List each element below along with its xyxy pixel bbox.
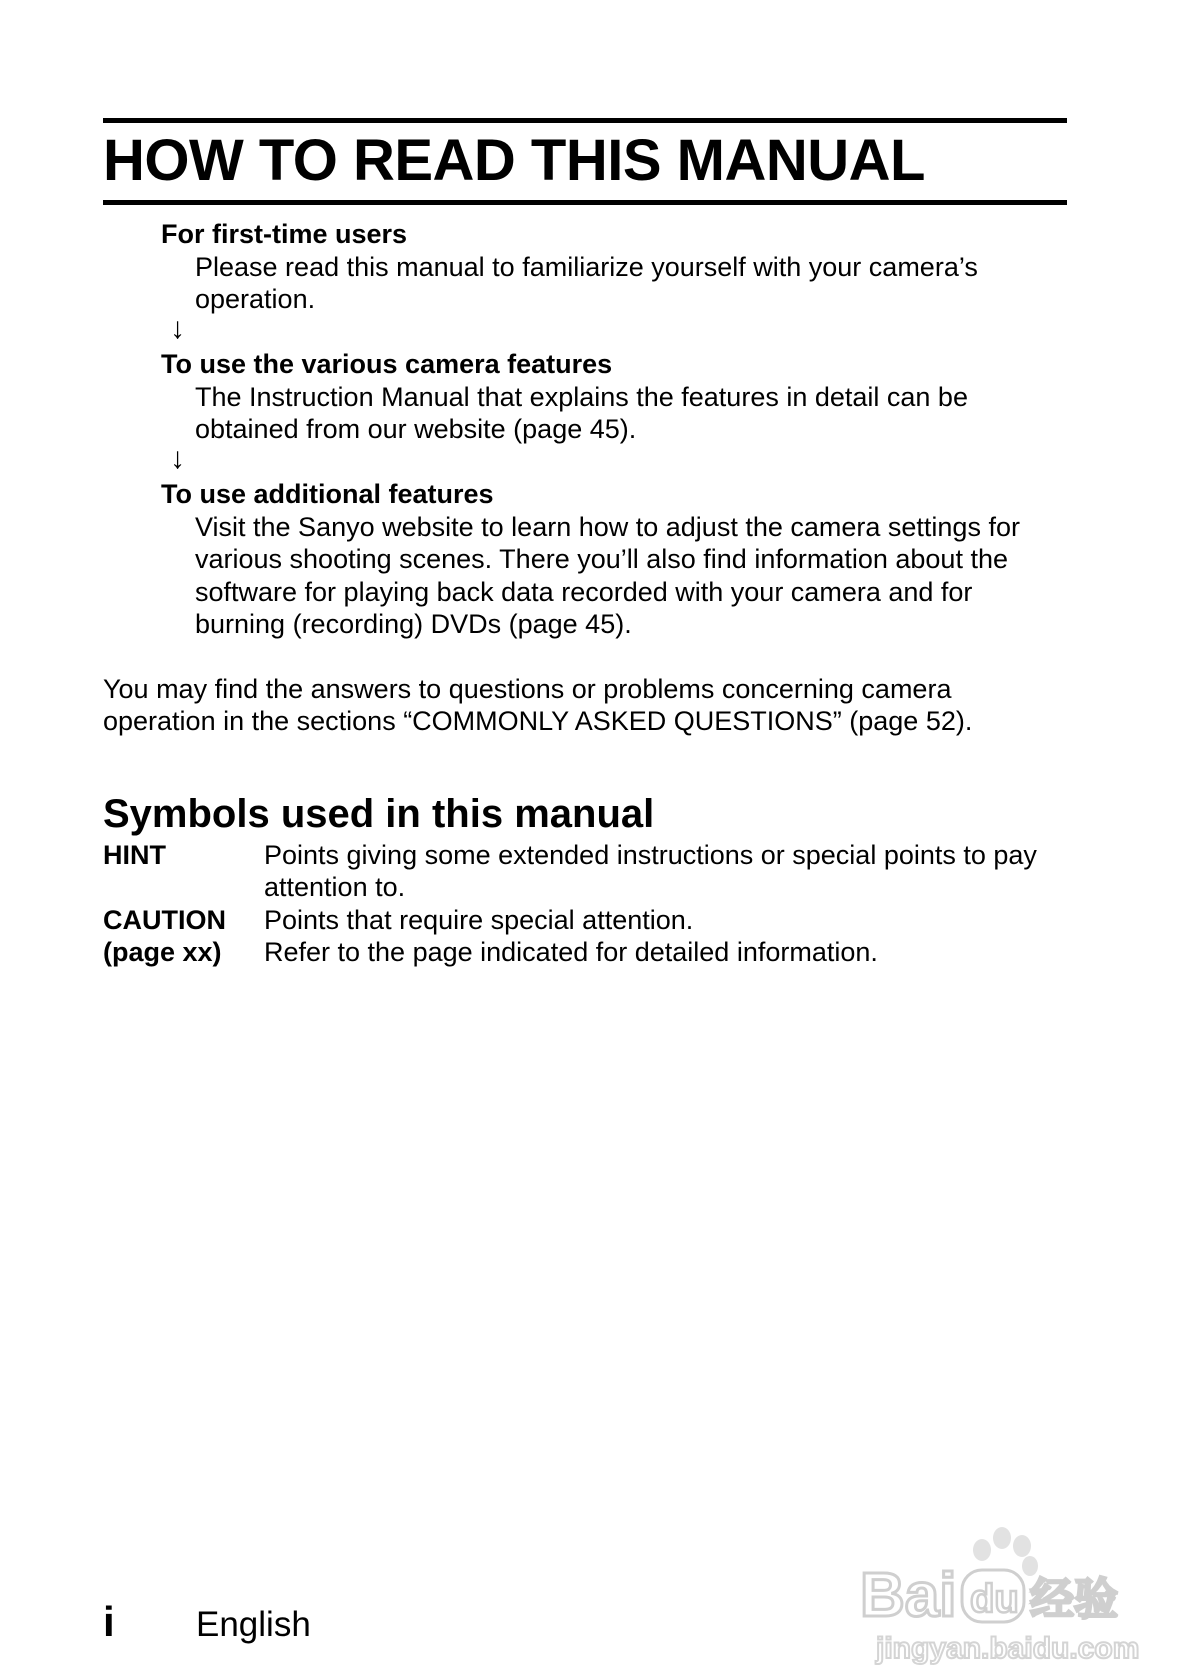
symbol-desc-line: attention to.	[264, 872, 406, 902]
step-heading-additional-features: To use additional features	[161, 479, 494, 509]
step-text-line: software for playing back data recorded with your camera and for	[195, 577, 973, 607]
step-text-line: burning (recording) DVDs (page 45).	[195, 609, 632, 639]
footer-language: English	[196, 1605, 311, 1644]
step-text-line: various shooting scenes. There you’ll also find information about the	[195, 544, 1008, 574]
symbols-heading: Symbols used in this manual	[103, 792, 655, 836]
svg-text:du: du	[970, 1577, 1019, 1621]
baidu-jingyan-watermark-logo	[852, 1508, 1152, 1668]
faq-note-line: operation in the sections “COMMONLY ASKED QUESTIONS” (page 52).	[103, 706, 973, 736]
symbol-desc-line: Refer to the page indicated for detailed information.	[264, 937, 878, 967]
symbol-desc-line: Points giving some extended instructions or special points to pay	[264, 840, 1037, 870]
symbol-term-hint: HINT	[103, 840, 166, 870]
down-arrow-icon: ↓	[170, 312, 185, 345]
page-title: HOW TO READ THIS MANUAL	[103, 128, 925, 193]
watermark-brand-suffix: 经验	[1030, 1574, 1118, 1625]
step-text-line: operation.	[195, 284, 316, 314]
title-top-rule	[103, 118, 1067, 123]
symbol-term-page-reference: (page xx)	[103, 937, 222, 967]
step-heading-camera-features: To use the various camera features	[161, 349, 613, 379]
title-bottom-rule	[103, 200, 1067, 205]
faq-note-line: You may find the answers to questions or problems concerning camera	[103, 674, 952, 704]
page-number: i	[103, 1598, 115, 1645]
step-text-line: The Instruction Manual that explains the features in detail can be	[195, 382, 968, 412]
step-heading-first-time-users: For first-time users	[161, 219, 408, 249]
step-text-line: obtained from our website (page 45).	[195, 414, 637, 444]
down-arrow-icon: ↓	[170, 442, 185, 475]
step-text-line: Please read this manual to familiarize yourself with your camera’s	[195, 252, 978, 282]
watermark-brand: Bai	[860, 1561, 957, 1630]
symbol-desc-line: Points that require special attention.	[264, 905, 694, 935]
watermark-url: jingyan.baidu.com	[876, 1632, 1140, 1665]
symbol-term-caution: CAUTION	[103, 905, 226, 935]
step-text-line: Visit the Sanyo website to learn how to adjust the camera settings for	[195, 512, 1020, 542]
